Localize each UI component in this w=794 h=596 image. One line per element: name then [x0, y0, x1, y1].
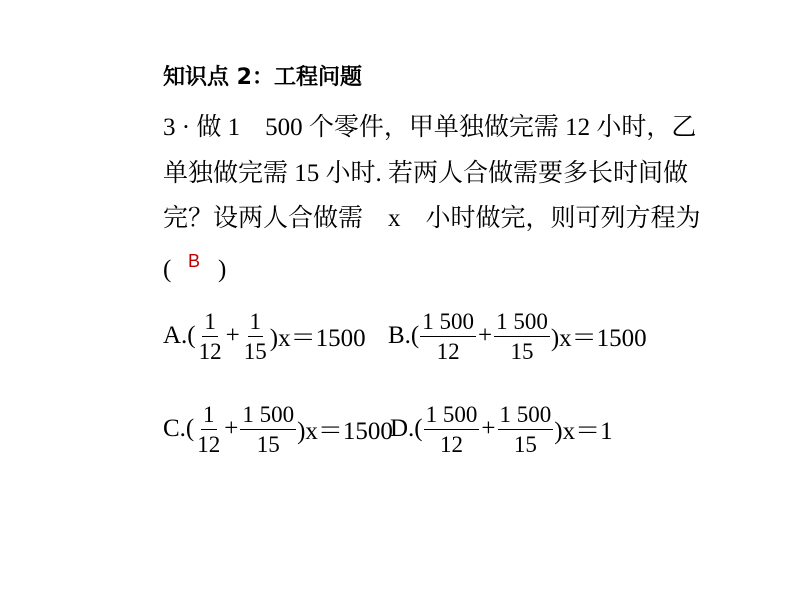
option-d-tail: )x＝1: [554, 418, 613, 445]
plus-sign: +: [481, 415, 496, 442]
option-a[interactable]: [163, 305, 366, 367]
fraction-denominator: 15: [510, 338, 534, 364]
fraction-denominator: 12: [440, 431, 464, 457]
option-b-fraction-2: [494, 308, 550, 365]
option-b-fraction-1: [420, 308, 476, 365]
option-a-fraction-2: [242, 308, 269, 365]
fraction-denominator: 12: [198, 338, 222, 364]
plus-sign: +: [225, 322, 240, 349]
fraction-numerator: 1: [248, 308, 264, 337]
option-b-tail: )x＝1500: [550, 325, 647, 352]
fraction-numerator: 1 500: [240, 401, 296, 430]
option-c[interactable]: [163, 398, 393, 460]
fraction-denominator: 12: [436, 338, 460, 364]
option-b-label: B.(: [388, 322, 420, 349]
option-d-fraction-1: [424, 401, 480, 458]
fraction-numerator: 1 500: [498, 401, 554, 430]
answer-value: B: [188, 251, 201, 271]
fraction-numerator: 1 500: [424, 401, 480, 430]
fraction-numerator: 1 500: [420, 308, 476, 337]
option-d-label: D.(: [390, 415, 423, 442]
option-c-label: C.(: [163, 415, 195, 442]
fraction-denominator: 15: [513, 431, 537, 457]
option-c-tail: )x＝1500: [297, 418, 393, 445]
option-c-fraction-2: [240, 401, 296, 458]
option-a-fraction-1: [197, 308, 224, 365]
section-title: 知识点 2：工程问题: [163, 65, 362, 90]
question-line-2: 单独做完需 15 小时. 若两人合做需要多长时间做: [163, 160, 689, 187]
answer-open-paren: (: [163, 256, 172, 283]
fraction-numerator: 1: [202, 308, 218, 337]
fraction-numerator: 1: [201, 401, 217, 430]
answer-close-paren: ): [218, 256, 227, 283]
plus-sign: +: [224, 415, 239, 442]
option-b[interactable]: [388, 305, 647, 367]
option-d[interactable]: [390, 398, 613, 460]
option-d-fraction-2: [498, 401, 554, 458]
fraction-denominator: 12: [197, 431, 221, 457]
option-a-label: A.(: [163, 322, 196, 349]
question-line-3: 完？设两人合做需 x 小时做完，则可列方程为: [163, 205, 701, 232]
fraction-denominator: 15: [243, 338, 267, 364]
plus-sign: +: [478, 322, 493, 349]
fraction-numerator: 1 500: [494, 308, 550, 337]
option-a-tail: )x＝1500: [269, 325, 366, 352]
option-c-fraction-1: [195, 401, 222, 458]
fraction-denominator: 15: [256, 431, 280, 457]
question-line-1: 3 · 做 1 500 个零件，甲单独做完需 12 小时，乙: [163, 114, 697, 141]
